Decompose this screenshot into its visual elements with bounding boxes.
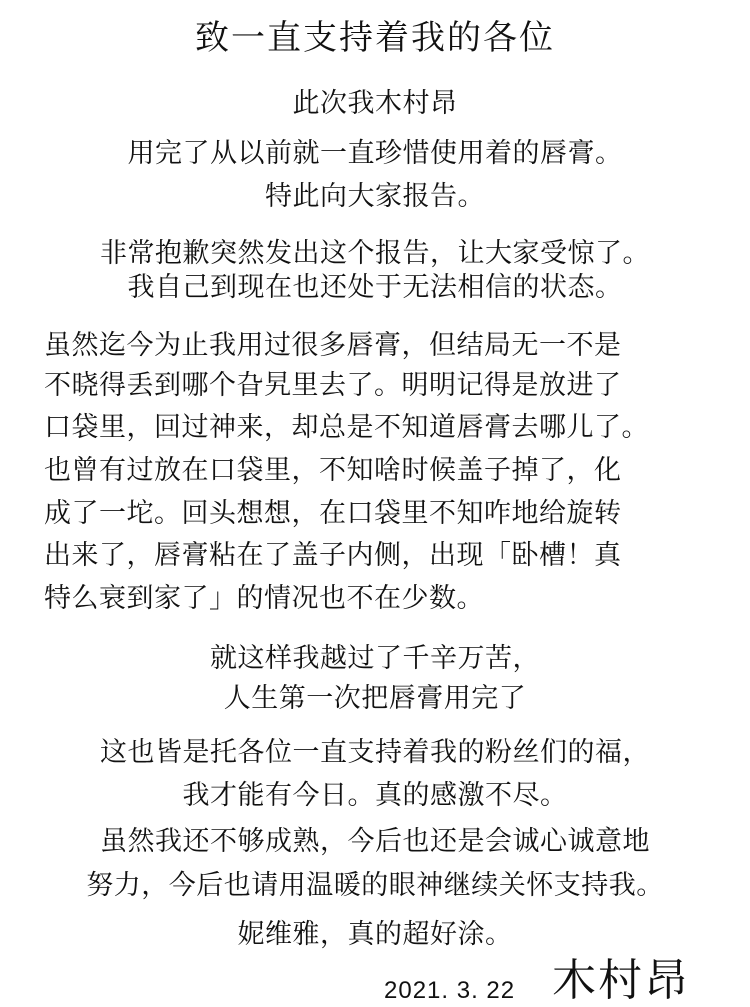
paragraph-line: 我才能有今日。真的感激不尽。 xyxy=(182,780,568,811)
letter-title: 致一直支持着我的各位 xyxy=(195,18,555,58)
paragraph-line: 不晓得丢到哪个旮旯里去了。明明记得是放进了 xyxy=(44,370,622,401)
paragraph-line: 我自己到现在也还处于无法相信的状态。 xyxy=(127,272,623,303)
paragraph-line: 努力，今后也请用温暖的眼神继续关怀支持我。 xyxy=(86,870,664,901)
paragraph-line: 人生第一次把唇膏用完了 xyxy=(223,683,527,714)
paragraph-line: 成了一坨。回头想想，在口袋里不知咋地给旋转 xyxy=(44,498,622,529)
paragraph-line: 妮维雅，真的超好涂。 xyxy=(237,919,513,950)
paragraph-line: 这也皆是托各位一直支持着我的粉丝们的福， xyxy=(100,737,650,768)
paragraph-line: 出来了，唇膏粘在了盖子内侧，出现「卧槽！真 xyxy=(44,540,622,571)
paragraph-line: 用完了从以前就一直珍惜使用着的唇膏。 xyxy=(127,138,623,169)
paragraph-line: 虽然迄今为止我用过很多唇膏，但结局无一不是 xyxy=(44,330,622,361)
paragraph-line: 此次我木村昂 xyxy=(292,88,458,119)
paragraph-line: 非常抱歉突然发出这个报告，让大家受惊了。 xyxy=(100,238,650,269)
paragraph-line: 虽然我还不够成熟，今后也还是会诚心诚意地 xyxy=(100,826,650,857)
paragraph-line: 特么衰到家了」的情况也不在少数。 xyxy=(44,583,484,614)
paragraph-line: 也曾有过放在口袋里，不知啥时候盖子掉了，化 xyxy=(44,455,622,486)
paragraph-line: 就这样我越过了千辛万苦， xyxy=(210,643,540,674)
signature: 木村昂 xyxy=(552,955,690,1006)
paragraph-line: 口袋里，回过神来，却总是不知道唇膏去哪儿了。 xyxy=(44,412,649,443)
paragraph-line: 特此向大家报告。 xyxy=(265,181,485,212)
letter-date: 2021. 3. 22 xyxy=(384,977,516,1004)
